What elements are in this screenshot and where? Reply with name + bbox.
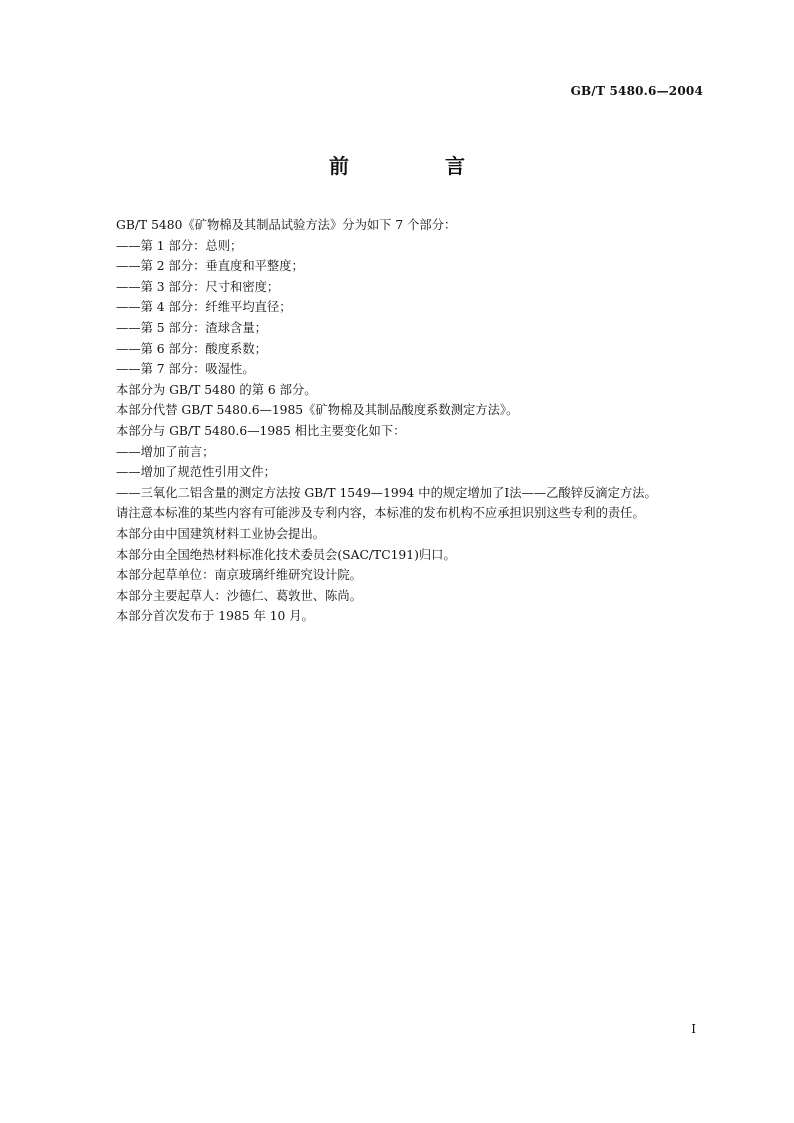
foreword-body — [116, 215, 716, 627]
patent-notice-line: 请注意本标准的某些内容有可能涉及专利内容，本标准的发布机构不应承担识别这些专利的责任。 — [116, 506, 645, 521]
part-item-1: ——第 1 部分：总则； — [116, 238, 243, 253]
part-item-6: ——第 6 部分：酸度系数； — [116, 341, 267, 356]
change-item-3: ——三氧化二铝含量的测定方法按 GB/T 1549—1994 中的规定增加了Ⅰ法——乙酸锌反滴定方法。 — [116, 485, 657, 500]
page-number: I — [691, 1022, 696, 1036]
part-item-5: ——第 5 部分：渣球含量； — [116, 320, 267, 335]
proposed-by-line: 本部分由中国建筑材料工业协会提出。 — [116, 526, 326, 541]
replaces-line: 本部分代替 GB/T 5480.6—1985《矿物棉及其制品酸度系数测定方法》。 — [116, 403, 519, 418]
this-part-line: 本部分为 GB/T 5480 的第 6 部分。 — [116, 382, 317, 397]
page-title: 前 言 — [329, 154, 503, 178]
change-item-1: ——增加了前言； — [116, 444, 215, 459]
part-item-3: ——第 3 部分：尺寸和密度； — [116, 279, 280, 294]
change-item-2: ——增加了规范性引用文件； — [116, 465, 276, 480]
standard-code: GB/T 5480.6—2004 — [570, 84, 703, 98]
drafters-line: 本部分主要起草人：沙德仁、葛敦世、陈尚。 — [116, 588, 362, 603]
changes-intro-line: 本部分与 GB/T 5480.6—1985 相比主要变化如下： — [116, 423, 406, 438]
part-item-7: ——第 7 部分：吸湿性。 — [116, 362, 255, 377]
centralized-by-line: 本部分由全国绝热材料标准化技术委员会(SAC/TC191)归口。 — [116, 547, 456, 562]
part-item-4: ——第 4 部分：纤维平均直径； — [116, 300, 292, 315]
drafting-unit-line: 本部分起草单位：南京玻璃纤维研究设计院。 — [116, 568, 362, 583]
part-item-2: ——第 2 部分：垂直度和平整度； — [116, 259, 304, 274]
intro-line: GB/T 5480《矿物棉及其制品试验方法》分为如下 7 个部分： — [116, 218, 457, 232]
first-issue-line: 本部分首次发布于 1985 年 10 月。 — [116, 609, 314, 624]
